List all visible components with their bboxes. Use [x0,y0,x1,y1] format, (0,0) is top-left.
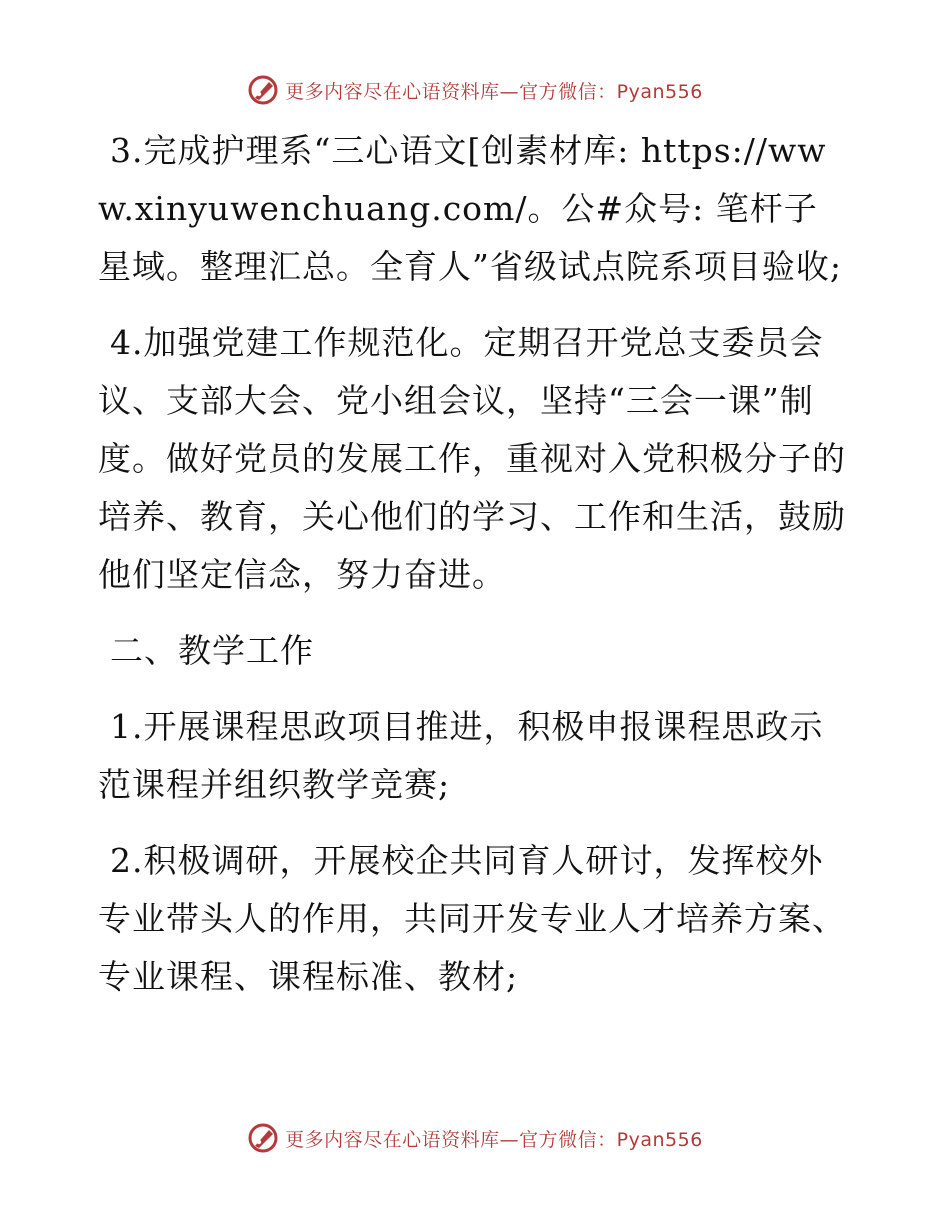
document-body [98,122,850,1024]
footer-banner [0,1118,950,1158]
pen-logo-icon [247,1122,279,1154]
header-banner-text: 更多内容尽在心语资料库—官方微信：Pyan556 [285,80,703,103]
footer-banner-text: 更多内容尽在心语资料库—官方微信：Pyan556 [285,1128,703,1151]
section-heading-teaching: 二、教学工作 [110,631,314,670]
paragraph-item-3: 3.完成护理系“三心语文[创素材库: https://www.xinyuwenchuang.com/。公#众号: 笔杆子星域。整理汇总。全育人”省级试点院系项目验收; [98,131,842,286]
paragraph-teaching-1: 1.开展课程思政项目推进，积极申报课程思政示范课程并组织教学竞赛; [98,707,824,804]
paragraph-teaching-2: 2.积极调研，开展校企共同育人研讨，发挥校外专业带头人的作用，共同开发专业人才培养方案、专业课程、课程标准、教材; [98,841,846,996]
paragraph-item-4: 4.加强党建工作规范化。定期召开党总支委员会议、支部大会、党小组会议，坚持“三会一课”制度。做好党员的发展工作，重视对入党积极分子的培养、教育，关心他们的学习、工作和生活，鼓励他们坚定信念，努力奋进。 [98,323,846,594]
header-banner [0,70,950,110]
pen-logo-icon [247,74,279,106]
